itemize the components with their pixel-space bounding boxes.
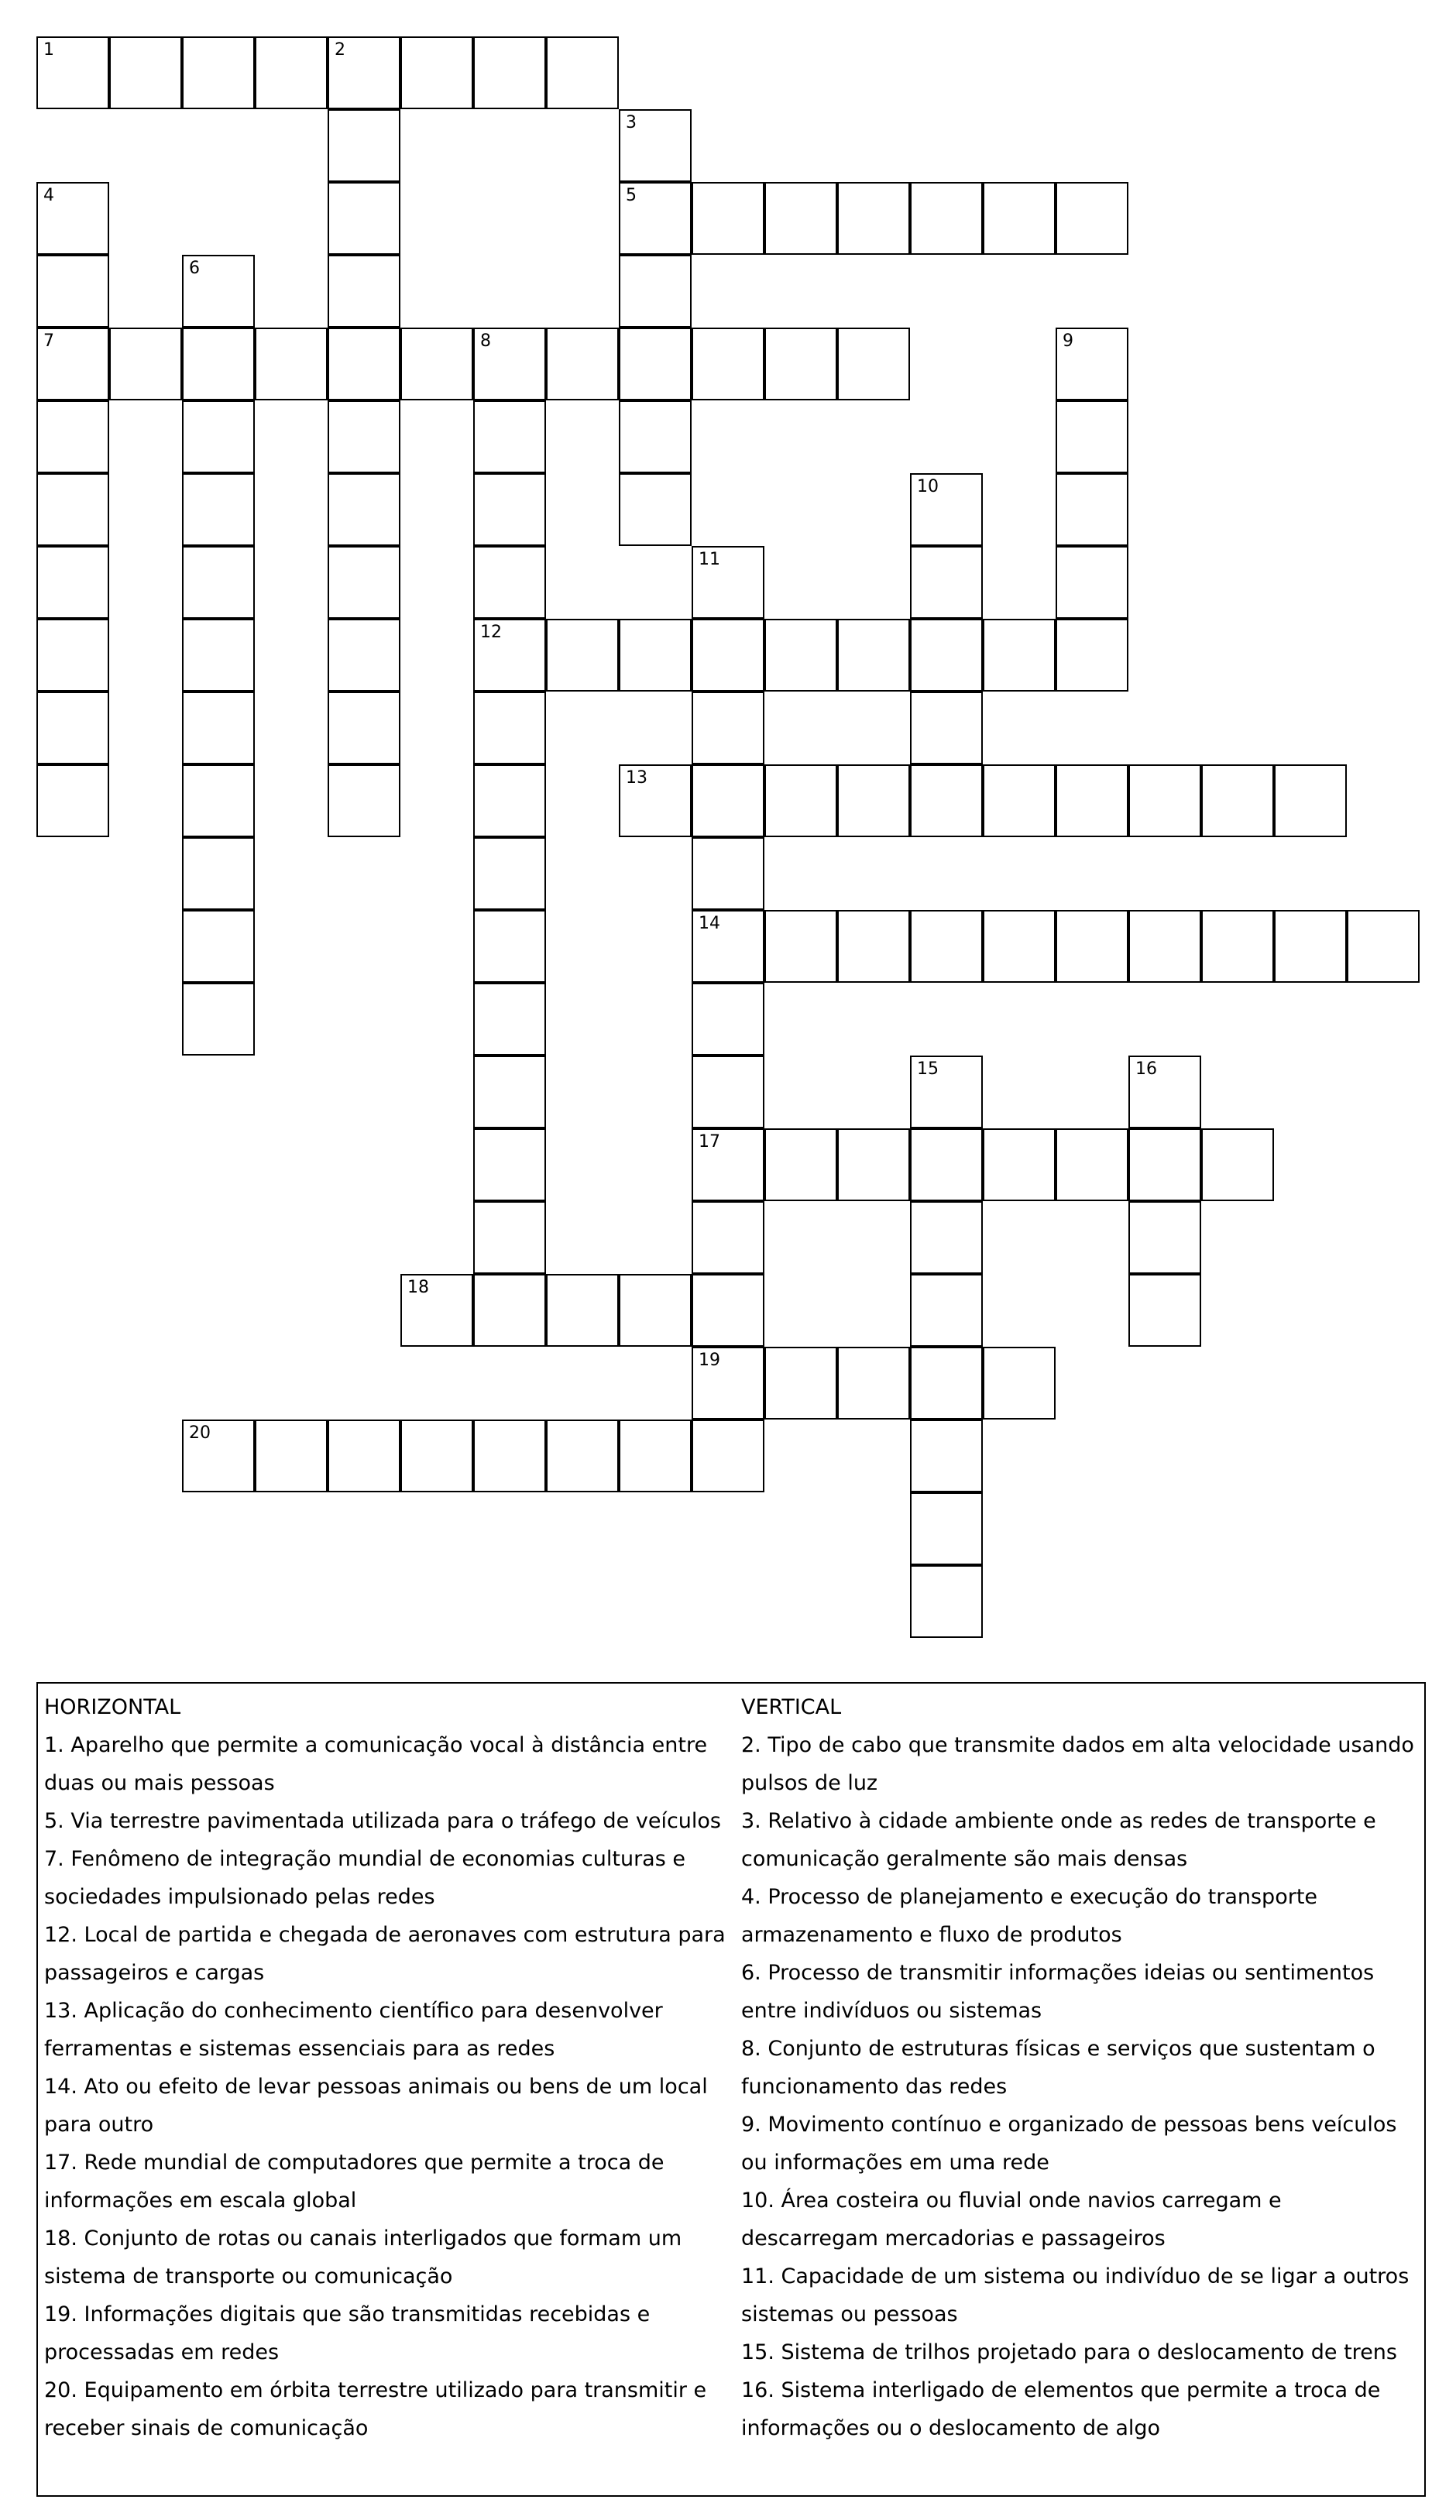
horizontal-clue: 20. Equipamento em órbita terrestre utilizado para transmitir e receber sinais de comunicação	[44, 2378, 707, 2440]
grid-cell[interactable]	[910, 1201, 983, 1274]
grid-cell[interactable]	[692, 546, 764, 619]
clue-number: 18	[407, 1278, 429, 1297]
vertical-clue: 6. Processo de transmitir informações ideias ou sentimentos entre indivíduos ou sistemas	[741, 1961, 1375, 2023]
vertical-clue: 2. Tipo de cabo que transmite dados em alta velocidade usando pulsos de luz	[741, 1733, 1414, 1795]
grid-cell[interactable]	[109, 36, 182, 109]
grid-cell[interactable]	[910, 1274, 983, 1347]
grid-cell[interactable]	[182, 36, 255, 109]
clue-number: 9	[1063, 331, 1073, 351]
grid-cell[interactable]	[328, 36, 400, 109]
clue-number: 11	[699, 550, 720, 569]
grid-cell[interactable]	[692, 1128, 764, 1201]
grid-cell[interactable]	[473, 1128, 546, 1201]
clue-number: 16	[1135, 1059, 1157, 1079]
grid-cell[interactable]	[692, 1274, 764, 1347]
grid-cell[interactable]	[182, 619, 255, 692]
grid-cell[interactable]	[546, 1420, 619, 1492]
grid-cell[interactable]	[473, 764, 546, 837]
grid-cell[interactable]	[36, 36, 109, 109]
grid-cell[interactable]	[1347, 910, 1420, 983]
grid-cell[interactable]	[764, 764, 837, 837]
grid-cell[interactable]	[328, 692, 400, 764]
vertical-clue: 4. Processo de planejamento e execução do transporte armazenamento e fluxo de produtos	[741, 1885, 1318, 1947]
grid-cell[interactable]	[328, 619, 400, 692]
grid-cell[interactable]	[36, 619, 109, 692]
grid-cell[interactable]	[764, 619, 837, 692]
grid-cell[interactable]	[182, 910, 255, 983]
clue-number: 12	[480, 623, 502, 642]
horizontal-clue: 7. Fenômeno de integração mundial de economias culturas e sociedades impulsionado pelas redes	[44, 1847, 685, 1909]
grid-cell[interactable]	[473, 910, 546, 983]
grid-cell[interactable]	[36, 764, 109, 837]
grid-cell[interactable]	[36, 328, 109, 400]
grid-cell[interactable]	[692, 1056, 764, 1128]
grid-cell[interactable]	[910, 473, 983, 546]
grid-cell[interactable]	[983, 1347, 1056, 1420]
vertical-clue: 10. Área costeira ou fluvial onde navios carregam e descarregam mercadorias e passageiros	[741, 2189, 1282, 2250]
grid-cell[interactable]	[328, 473, 400, 546]
grid-cell[interactable]	[255, 328, 328, 400]
grid-cell[interactable]	[910, 910, 983, 983]
grid-cell[interactable]	[328, 546, 400, 619]
clue-number: 5	[626, 186, 637, 205]
grid-cell[interactable]	[619, 473, 692, 546]
grid-cell[interactable]	[473, 837, 546, 910]
horizontal-clues	[44, 1688, 726, 2447]
grid-cell[interactable]	[692, 328, 764, 400]
grid-cell[interactable]	[910, 1492, 983, 1565]
grid-cell[interactable]	[910, 1565, 983, 1638]
vertical-clue: 8. Conjunto de estruturas físicas e serviços que sustentam o funcionamento das redes	[741, 2037, 1375, 2099]
grid-cell[interactable]	[764, 1347, 837, 1420]
grid-cell[interactable]	[182, 400, 255, 473]
grid-cell[interactable]	[619, 1420, 692, 1492]
grid-cell[interactable]	[692, 764, 764, 837]
horizontal-clue: 18. Conjunto de rotas ou canais interligados que formam um sistema de transporte ou comunicação	[44, 2226, 682, 2288]
grid-cell[interactable]	[473, 983, 546, 1056]
grid-cell[interactable]	[1128, 910, 1201, 983]
grid-cell[interactable]	[983, 910, 1056, 983]
clue-number: 6	[189, 259, 200, 278]
grid-cell[interactable]	[837, 910, 910, 983]
grid-cell[interactable]	[328, 182, 400, 255]
grid-cell[interactable]	[619, 1274, 692, 1347]
vertical-heading: VERTICAL	[741, 1695, 842, 1719]
grid-cell[interactable]	[255, 36, 328, 109]
grid-cell[interactable]	[36, 692, 109, 764]
grid-cell[interactable]	[692, 692, 764, 764]
grid-cell[interactable]	[910, 1420, 983, 1492]
grid-cell[interactable]	[764, 910, 837, 983]
grid-cell[interactable]	[328, 764, 400, 837]
grid-cell[interactable]	[910, 1347, 983, 1420]
grid-cell[interactable]	[400, 1420, 473, 1492]
grid-cell[interactable]	[910, 1056, 983, 1128]
grid-cell[interactable]	[182, 546, 255, 619]
clue-number: 19	[699, 1351, 720, 1370]
grid-cell[interactable]	[692, 837, 764, 910]
grid-cell[interactable]	[1128, 1056, 1201, 1128]
grid-cell[interactable]	[1056, 1128, 1128, 1201]
grid-cell[interactable]	[328, 328, 400, 400]
grid-cell[interactable]	[473, 1274, 546, 1347]
grid-cell[interactable]	[546, 328, 619, 400]
grid-cell[interactable]	[400, 36, 473, 109]
vertical-clue: 15. Sistema de trilhos projetado para o deslocamento de trens	[741, 2340, 1397, 2364]
grid-cell[interactable]	[837, 1347, 910, 1420]
grid-cell[interactable]	[182, 764, 255, 837]
horizontal-clue-list	[44, 1726, 726, 2447]
grid-cell[interactable]	[1274, 910, 1347, 983]
grid-cell[interactable]	[837, 1128, 910, 1201]
grid-cell[interactable]	[1056, 473, 1128, 546]
grid-cell[interactable]	[837, 182, 910, 255]
grid-cell[interactable]	[619, 109, 692, 182]
grid-cell[interactable]	[1056, 400, 1128, 473]
clue-number: 1	[43, 40, 54, 60]
grid-cell[interactable]	[182, 983, 255, 1056]
grid-cell[interactable]	[400, 1274, 473, 1347]
grid-cell[interactable]	[546, 1274, 619, 1347]
grid-cell[interactable]	[1128, 1274, 1201, 1347]
grid-cell[interactable]	[546, 619, 619, 692]
grid-cell[interactable]	[182, 1420, 255, 1492]
grid-cell[interactable]	[837, 764, 910, 837]
grid-cell[interactable]	[983, 619, 1056, 692]
grid-cell[interactable]	[36, 255, 109, 328]
grid-cell[interactable]	[328, 255, 400, 328]
clue-number: 2	[335, 40, 345, 60]
clue-number: 13	[626, 768, 647, 788]
grid-cell[interactable]	[546, 36, 619, 109]
vertical-clue: 3. Relativo à cidade ambiente onde as redes de transporte e comunicação geralmente são mais densas	[741, 1809, 1376, 1871]
grid-cell[interactable]	[1128, 1201, 1201, 1274]
grid-cell[interactable]	[692, 1347, 764, 1420]
grid-cell[interactable]	[910, 546, 983, 619]
horizontal-heading: HORIZONTAL	[44, 1695, 181, 1719]
vertical-clue: 9. Movimento contínuo e organizado de pessoas bens veículos ou informações em uma rede	[741, 2113, 1397, 2175]
grid-cell[interactable]	[764, 182, 837, 255]
grid-cell[interactable]	[36, 182, 109, 255]
grid-cell[interactable]	[1128, 1128, 1201, 1201]
grid-cell[interactable]	[473, 1420, 546, 1492]
grid-cell[interactable]	[473, 619, 546, 692]
grid-cell[interactable]	[328, 109, 400, 182]
grid-cell[interactable]	[983, 1128, 1056, 1201]
clue-number: 20	[189, 1423, 211, 1443]
grid-cell[interactable]	[36, 400, 109, 473]
grid-cell[interactable]	[1056, 328, 1128, 400]
grid-cell[interactable]	[910, 764, 983, 837]
horizontal-clue: 19. Informações digitais que são transmitidas recebidas e processadas em redes	[44, 2302, 651, 2364]
grid-cell[interactable]	[473, 36, 546, 109]
clue-box	[36, 1682, 1426, 2497]
grid-cell[interactable]	[910, 619, 983, 692]
grid-cell[interactable]	[182, 473, 255, 546]
horizontal-clue: 17. Rede mundial de computadores que permite a troca de informações em escala global	[44, 2151, 664, 2213]
grid-cell[interactable]	[473, 1056, 546, 1128]
grid-cell[interactable]	[1056, 764, 1128, 837]
vertical-clue: 16. Sistema interligado de elementos que permite a troca de informações ou o deslocamento de algo	[741, 2378, 1381, 2440]
grid-cell[interactable]	[619, 255, 692, 328]
grid-cell[interactable]	[473, 1201, 546, 1274]
grid-cell[interactable]	[910, 692, 983, 764]
vertical-clue: 11. Capacidade de um sistema ou indivíduo de se ligar a outros sistemas ou pessoas	[741, 2264, 1410, 2326]
grid-cell[interactable]	[910, 182, 983, 255]
grid-cell[interactable]	[1201, 1128, 1274, 1201]
grid-cell[interactable]	[473, 546, 546, 619]
grid-cell[interactable]	[182, 837, 255, 910]
grid-cell[interactable]	[692, 1420, 764, 1492]
grid-cell[interactable]	[619, 328, 692, 400]
horizontal-clue: 13. Aplicação do conhecimento científico para desenvolver ferramentas e sistemas essenciais para as redes	[44, 1999, 663, 2061]
grid-cell[interactable]	[255, 1420, 328, 1492]
clue-number: 4	[43, 186, 54, 205]
grid-cell[interactable]	[182, 255, 255, 328]
grid-cell[interactable]	[1201, 764, 1274, 837]
clue-number: 14	[699, 914, 720, 933]
clue-number: 3	[626, 113, 637, 132]
grid-cell[interactable]	[692, 910, 764, 983]
grid-cell[interactable]	[473, 692, 546, 764]
grid-cell[interactable]	[182, 692, 255, 764]
horizontal-clue: 12. Local de partida e chegada de aeronaves com estrutura para passageiros e cargas	[44, 1923, 726, 1985]
grid-cell[interactable]	[619, 619, 692, 692]
grid-cell[interactable]	[36, 473, 109, 546]
grid-cell[interactable]	[1056, 619, 1128, 692]
clue-number: 7	[43, 331, 54, 351]
clue-number: 15	[917, 1059, 939, 1079]
grid-cell[interactable]	[400, 328, 473, 400]
grid-cell[interactable]	[328, 1420, 400, 1492]
horizontal-clue: 14. Ato ou efeito de levar pessoas animais ou bens de um local para outro	[44, 2075, 708, 2137]
grid-cell[interactable]	[473, 400, 546, 473]
grid-cell[interactable]	[1274, 764, 1347, 837]
vertical-clue-list	[741, 1726, 1423, 2447]
grid-cell[interactable]	[692, 983, 764, 1056]
grid-cell[interactable]	[1056, 910, 1128, 983]
grid-cell[interactable]	[1128, 764, 1201, 837]
grid-cell[interactable]	[109, 328, 182, 400]
clue-number: 8	[480, 331, 491, 351]
grid-cell[interactable]	[36, 546, 109, 619]
grid-cell[interactable]	[764, 1128, 837, 1201]
grid-cell[interactable]	[1056, 182, 1128, 255]
grid-cell[interactable]	[764, 328, 837, 400]
grid-cell[interactable]	[910, 1128, 983, 1201]
clue-number: 17	[699, 1132, 720, 1152]
grid-cell[interactable]	[983, 764, 1056, 837]
grid-cell[interactable]	[619, 182, 692, 255]
grid-cell[interactable]	[837, 619, 910, 692]
grid-cell[interactable]	[692, 1201, 764, 1274]
horizontal-clue: 1. Aparelho que permite a comunicação vocal à distância entre duas ou mais pessoas	[44, 1733, 708, 1795]
grid-cell[interactable]	[692, 619, 764, 692]
grid-cell[interactable]	[983, 182, 1056, 255]
grid-cell[interactable]	[473, 473, 546, 546]
grid-cell[interactable]	[619, 400, 692, 473]
grid-cell[interactable]	[837, 328, 910, 400]
horizontal-clue: 5. Via terrestre pavimentada utilizada para o tráfego de veículos	[44, 1809, 721, 1833]
grid-cell[interactable]	[182, 328, 255, 400]
grid-cell[interactable]	[1201, 910, 1274, 983]
grid-cell[interactable]	[328, 400, 400, 473]
grid-cell[interactable]	[473, 328, 546, 400]
clue-number: 10	[917, 477, 939, 496]
grid-cell[interactable]	[619, 764, 692, 837]
grid-cell[interactable]	[692, 182, 764, 255]
grid-cell[interactable]	[1056, 546, 1128, 619]
vertical-clues	[741, 1688, 1423, 2447]
